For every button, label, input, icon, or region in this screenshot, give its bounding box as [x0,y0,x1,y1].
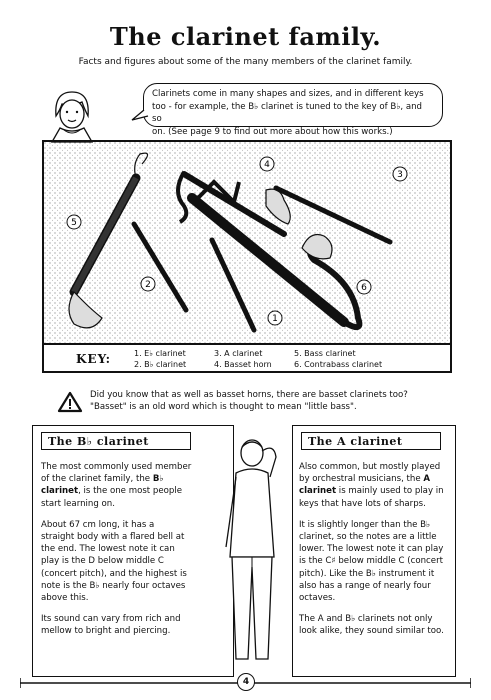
label-4: 4 [264,160,270,170]
key-item: 5. Bass clarinet [294,349,356,358]
key-item: 2. B♭ clarinet [134,360,187,369]
bb-para-3: Its sound can vary from rich and mellow to bright and piercing. [41,614,181,637]
info-line: Did you know that as well as basset horns, there are basset clarinets too? [90,390,408,400]
man-illustration [218,437,288,669]
bubble-line: on. (See page 9 to find out more about how this works.) [152,126,393,137]
clarinets-drawing [44,142,452,345]
label-1: 1 [272,314,278,324]
bubble-line: Clarinets come in many shapes and sizes, and in different keys [152,89,424,99]
page-number: 4 [237,673,255,691]
bb-para-1: The most commonly used member of the clarinet family, the B♭ clarinet, is the one most people start learning on. [41,462,192,509]
bb-para-2: About 67 cm long, it has a straight body with a flared bell at the end. The lowest note it can play is the D below middle C (concert pitch), and the highest is note is the B♭ nearly four octaves above this. [41,519,187,604]
label-6: 6 [361,283,367,293]
speech-bubble [143,83,443,137]
label-2: 2 [145,280,151,290]
info-text [90,389,460,413]
key-item: 3. A clarinet [214,349,263,358]
a-para-1: Also common, but mostly played by orchestral musicians, the A clarinet is mainly used to play in keys that have lots of sharps. [299,462,444,509]
label-3: 3 [397,170,403,180]
a-para-2: It is slightly longer than the B♭ clarinet, so the notes are a little lower. The lowest note it can play is the C♯ below middle C (concert pitch). Like the B♭ instrument it also has a range of nearly four octaves. [299,519,444,604]
warning-icon [57,391,83,413]
key-item: 6. Contrabass clarinet [294,360,383,369]
key-title: KEY: [76,352,112,366]
info-line: "Basset" is an old word which is thought to mean "little bass". [90,402,357,412]
key-item: 4. Basset horn [214,360,272,369]
bubble-tail [130,108,150,122]
page-title: The clarinet family. [109,22,382,51]
bubble-line: too - for example, the B♭ clarinet is tuned to the key of B♭, and so [152,101,422,124]
bb-panel-title: The B♭ clarinet [41,432,191,450]
bb-clarinet-panel [32,425,234,677]
key-item: 1. E♭ clarinet [134,349,186,358]
clarinets-illustration [42,140,452,345]
key-box [42,345,452,373]
a-panel-title: The A clarinet [301,432,441,450]
woman-illustration [44,86,104,146]
a-para-3: The A and B♭ clarinets not only look alike, they sound similar too. [299,614,444,637]
a-clarinet-panel [292,425,456,677]
page-subtitle: Facts and figures about some of the many members of the clarinet family. [78,57,413,67]
label-5: 5 [71,218,77,228]
